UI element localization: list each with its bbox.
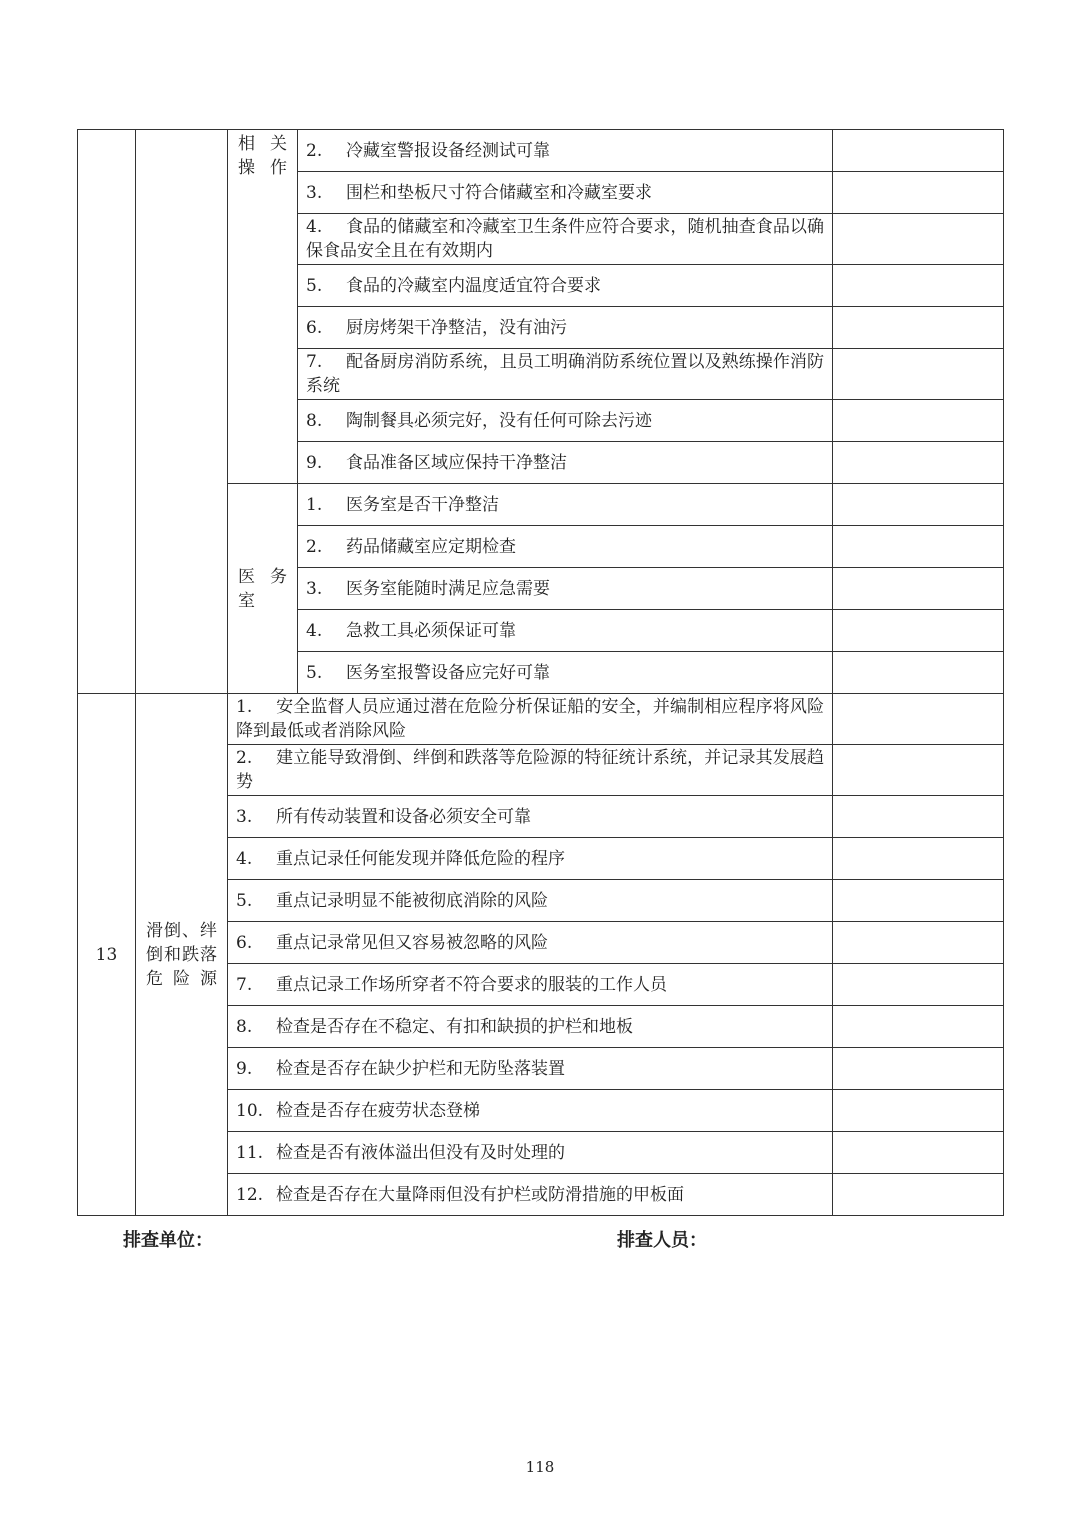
result-cell[interactable] (833, 214, 1004, 265)
check-item: 10. 检查是否存在疲劳状态登梯 (228, 1090, 833, 1132)
result-cell[interactable] (833, 694, 1004, 745)
check-item: 1. 安全监督人员应通过潜在危险分析保证船的安全，并编制相应程序将风险降到最低或者消除风险 (228, 694, 833, 745)
result-cell[interactable] (833, 484, 1004, 526)
check-item: 6. 厨房烤架干净整洁，没有油污 (298, 307, 833, 349)
result-cell[interactable] (833, 265, 1004, 307)
result-cell[interactable] (833, 880, 1004, 922)
result-cell[interactable] (833, 307, 1004, 349)
result-cell[interactable] (833, 130, 1004, 172)
result-cell[interactable] (833, 652, 1004, 694)
result-cell[interactable] (833, 1048, 1004, 1090)
check-item: 7. 重点记录工作场所穿者不符合要求的服装的工作人员 (228, 964, 833, 1006)
result-cell[interactable] (833, 1174, 1004, 1216)
check-item: 11. 检查是否有液体溢出但没有及时处理的 (228, 1132, 833, 1174)
check-item: 5. 重点记录明显不能被彻底消除的风险 (228, 880, 833, 922)
category-cell (136, 130, 228, 694)
result-cell[interactable] (833, 1132, 1004, 1174)
item-number-13: 13 (78, 694, 136, 1216)
item-number-cell (78, 130, 136, 694)
inspection-table (77, 129, 1004, 1216)
check-item: 5. 医务室报警设备应完好可靠 (298, 652, 833, 694)
inspection-unit-label: 排查单位： (123, 1230, 213, 1251)
result-cell[interactable] (833, 172, 1004, 214)
result-cell[interactable] (833, 796, 1004, 838)
check-item: 9. 检查是否存在缺少护栏和无防坠落装置 (228, 1048, 833, 1090)
check-item: 4. 重点记录任何能发现并降低危险的程序 (228, 838, 833, 880)
check-item: 3. 医务室能随时满足应急需要 (298, 568, 833, 610)
check-item: 4. 急救工具必须保证可靠 (298, 610, 833, 652)
check-item: 3. 所有传动装置和设备必须安全可靠 (228, 796, 833, 838)
subcategory-medical-room: 医务室 (228, 484, 298, 694)
result-cell[interactable] (833, 745, 1004, 796)
result-cell[interactable] (833, 838, 1004, 880)
check-item: 7. 配备厨房消防系统，且员工明确消防系统位置以及熟练操作消防系统 (298, 349, 833, 400)
result-cell[interactable] (833, 400, 1004, 442)
check-item: 5. 食品的冷藏室内温度适宜符合要求 (298, 265, 833, 307)
result-cell[interactable] (833, 442, 1004, 484)
result-cell[interactable] (833, 964, 1004, 1006)
result-cell[interactable] (833, 349, 1004, 400)
table-row (78, 694, 1004, 745)
result-cell[interactable] (833, 526, 1004, 568)
check-item: 6. 重点记录常见但又容易被忽略的风险 (228, 922, 833, 964)
result-cell[interactable] (833, 610, 1004, 652)
check-item: 8. 陶制餐具必须完好，没有任何可除去污迹 (298, 400, 833, 442)
check-item: 2. 冷藏室警报设备经测试可靠 (298, 130, 833, 172)
check-item: 1. 医务室是否干净整洁 (298, 484, 833, 526)
inspector-label: 排查人员： (617, 1230, 707, 1251)
result-cell[interactable] (833, 568, 1004, 610)
check-item: 12. 检查是否存在大量降雨但没有护栏或防滑措施的甲板面 (228, 1174, 833, 1216)
result-cell[interactable] (833, 922, 1004, 964)
check-item: 9. 食品准备区域应保持干净整洁 (298, 442, 833, 484)
check-item: 8. 检查是否存在不稳定、有扣和缺损的护栏和地板 (228, 1006, 833, 1048)
table-row (78, 130, 1004, 172)
subcategory-related-operations: 相关操作 (228, 130, 298, 484)
check-item: 2. 药品储藏室应定期检查 (298, 526, 833, 568)
check-item: 2. 建立能导致滑倒、绊倒和跌落等危险源的特征统计系统，并记录其发展趋势 (228, 745, 833, 796)
category-slip-trip-fall: 滑倒、绊倒和跌落危险源 (136, 694, 228, 1216)
check-item: 4. 食品的储藏室和冷藏室卫生条件应符合要求，随机抽查食品以确保食品安全且在有效期内 (298, 214, 833, 265)
check-item: 3. 围栏和垫板尺寸符合储藏室和冷藏室要求 (298, 172, 833, 214)
result-cell[interactable] (833, 1090, 1004, 1132)
page-number: 118 (525, 1458, 555, 1476)
result-cell[interactable] (833, 1006, 1004, 1048)
